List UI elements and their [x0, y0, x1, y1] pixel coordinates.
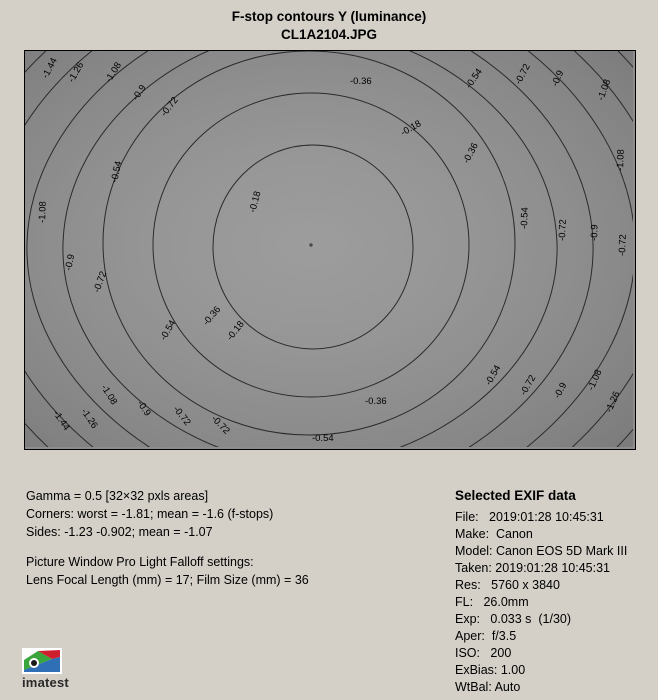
logo-graphic-icon — [22, 648, 62, 674]
statistics-block — [26, 487, 309, 589]
contour-label: -0.54 — [519, 207, 531, 230]
exif-row-wtbal: WtBal: Auto — [455, 680, 521, 694]
contour-label: -0.72 — [617, 234, 629, 257]
chart-title-block — [0, 0, 658, 44]
contour-label: -1.08 — [103, 60, 125, 85]
page-title: F-stop contours Y (luminance) — [231, 9, 427, 24]
contour-label: -0.72 — [158, 95, 181, 119]
contour-label: -1.26 — [66, 60, 87, 85]
contour-label: -0.9 — [134, 398, 153, 419]
contour-label: -0.54 — [312, 433, 334, 444]
exif-row-exbias: ExBias: 1.00 — [455, 663, 526, 677]
contour-label: -0.36 — [350, 76, 372, 87]
contour-label: -0.9 — [589, 224, 601, 242]
contour-label: -1.08 — [37, 201, 49, 224]
contour-label: -0.54 — [109, 160, 125, 184]
exif-row-make: Make: Canon — [455, 527, 533, 541]
exif-row-aper: Aper: f/3.5 — [455, 629, 517, 643]
exif-row-res: Res: 5760 x 3840 — [455, 578, 560, 592]
exif-row-taken: Taken: 2019:01:28 10:45:31 — [455, 561, 610, 575]
contour-label: -0.18 — [399, 118, 424, 139]
contour-label: -1.08 — [585, 367, 605, 393]
contour-label: -1.08 — [595, 77, 614, 103]
contour-label: -0.72 — [557, 219, 569, 242]
contour-label: -0.54 — [158, 318, 179, 343]
contour-svg — [25, 51, 633, 447]
settings-values: Lens Focal Length (mm) = 17; Film Size (mm) = 36 — [26, 573, 309, 587]
contour-label: -0.36 — [365, 396, 387, 407]
imatest-logo — [22, 648, 96, 690]
contour-label: -0.72 — [512, 62, 533, 87]
chart-filename: CL1A2104.JPG — [280, 27, 378, 42]
exif-row-model: Model: Canon EOS 5D Mark III — [455, 544, 628, 558]
contour-label: -1.26 — [603, 389, 623, 415]
contour-label: -0.9 — [549, 68, 567, 89]
contour-label: -0.54 — [463, 66, 485, 91]
contour-label: -0.72 — [91, 269, 110, 295]
exif-block — [455, 487, 627, 696]
contour-label: -0.36 — [200, 304, 224, 328]
contour-label: -0.9 — [130, 82, 149, 103]
logo-mark — [22, 648, 62, 674]
gamma-line: Gamma = 0.5 [32×32 pxls areas] — [26, 489, 209, 503]
falloff-field — [25, 51, 633, 447]
contour-label: -1.44 — [39, 56, 60, 81]
exif-row-exp: Exp: 0.033 s (1/30) — [455, 612, 572, 626]
contour-label: -0.18 — [247, 190, 264, 214]
sides-line: Sides: -1.23 -0.902; mean = -1.07 — [26, 525, 213, 539]
fstop-contour-plot — [24, 50, 636, 450]
contour-label: -0.72 — [208, 413, 232, 437]
exif-title: Selected EXIF data — [455, 488, 576, 503]
logo-text: imatest — [22, 675, 69, 690]
contour-label: -0.9 — [551, 380, 570, 401]
spacer — [26, 541, 309, 553]
exif-row-fl: FL: 26.0mm — [455, 595, 529, 609]
contour-label: -0.54 — [483, 363, 504, 388]
contour-label: -1.26 — [78, 406, 100, 431]
exif-row-iso: ISO: 200 — [455, 646, 512, 660]
contour-label: -0.72 — [170, 404, 193, 428]
corners-line: Corners: worst = -1.81; mean = -1.6 (f-stops) — [26, 507, 274, 521]
exif-row-file: File: 2019:01:28 10:45:31 — [455, 510, 604, 524]
contour-label: -0.9 — [63, 253, 78, 272]
contour-label: -0.36 — [460, 141, 481, 166]
contour-label: -1.44 — [50, 408, 72, 433]
contour-label: -0.18 — [224, 319, 247, 343]
contour-label: -1.08 — [615, 149, 627, 172]
settings-title: Picture Window Pro Light Falloff settings: — [26, 555, 254, 569]
center-marker — [309, 243, 312, 246]
contour-label: -1.08 — [98, 382, 120, 407]
contour-label: -0.72 — [518, 373, 539, 398]
